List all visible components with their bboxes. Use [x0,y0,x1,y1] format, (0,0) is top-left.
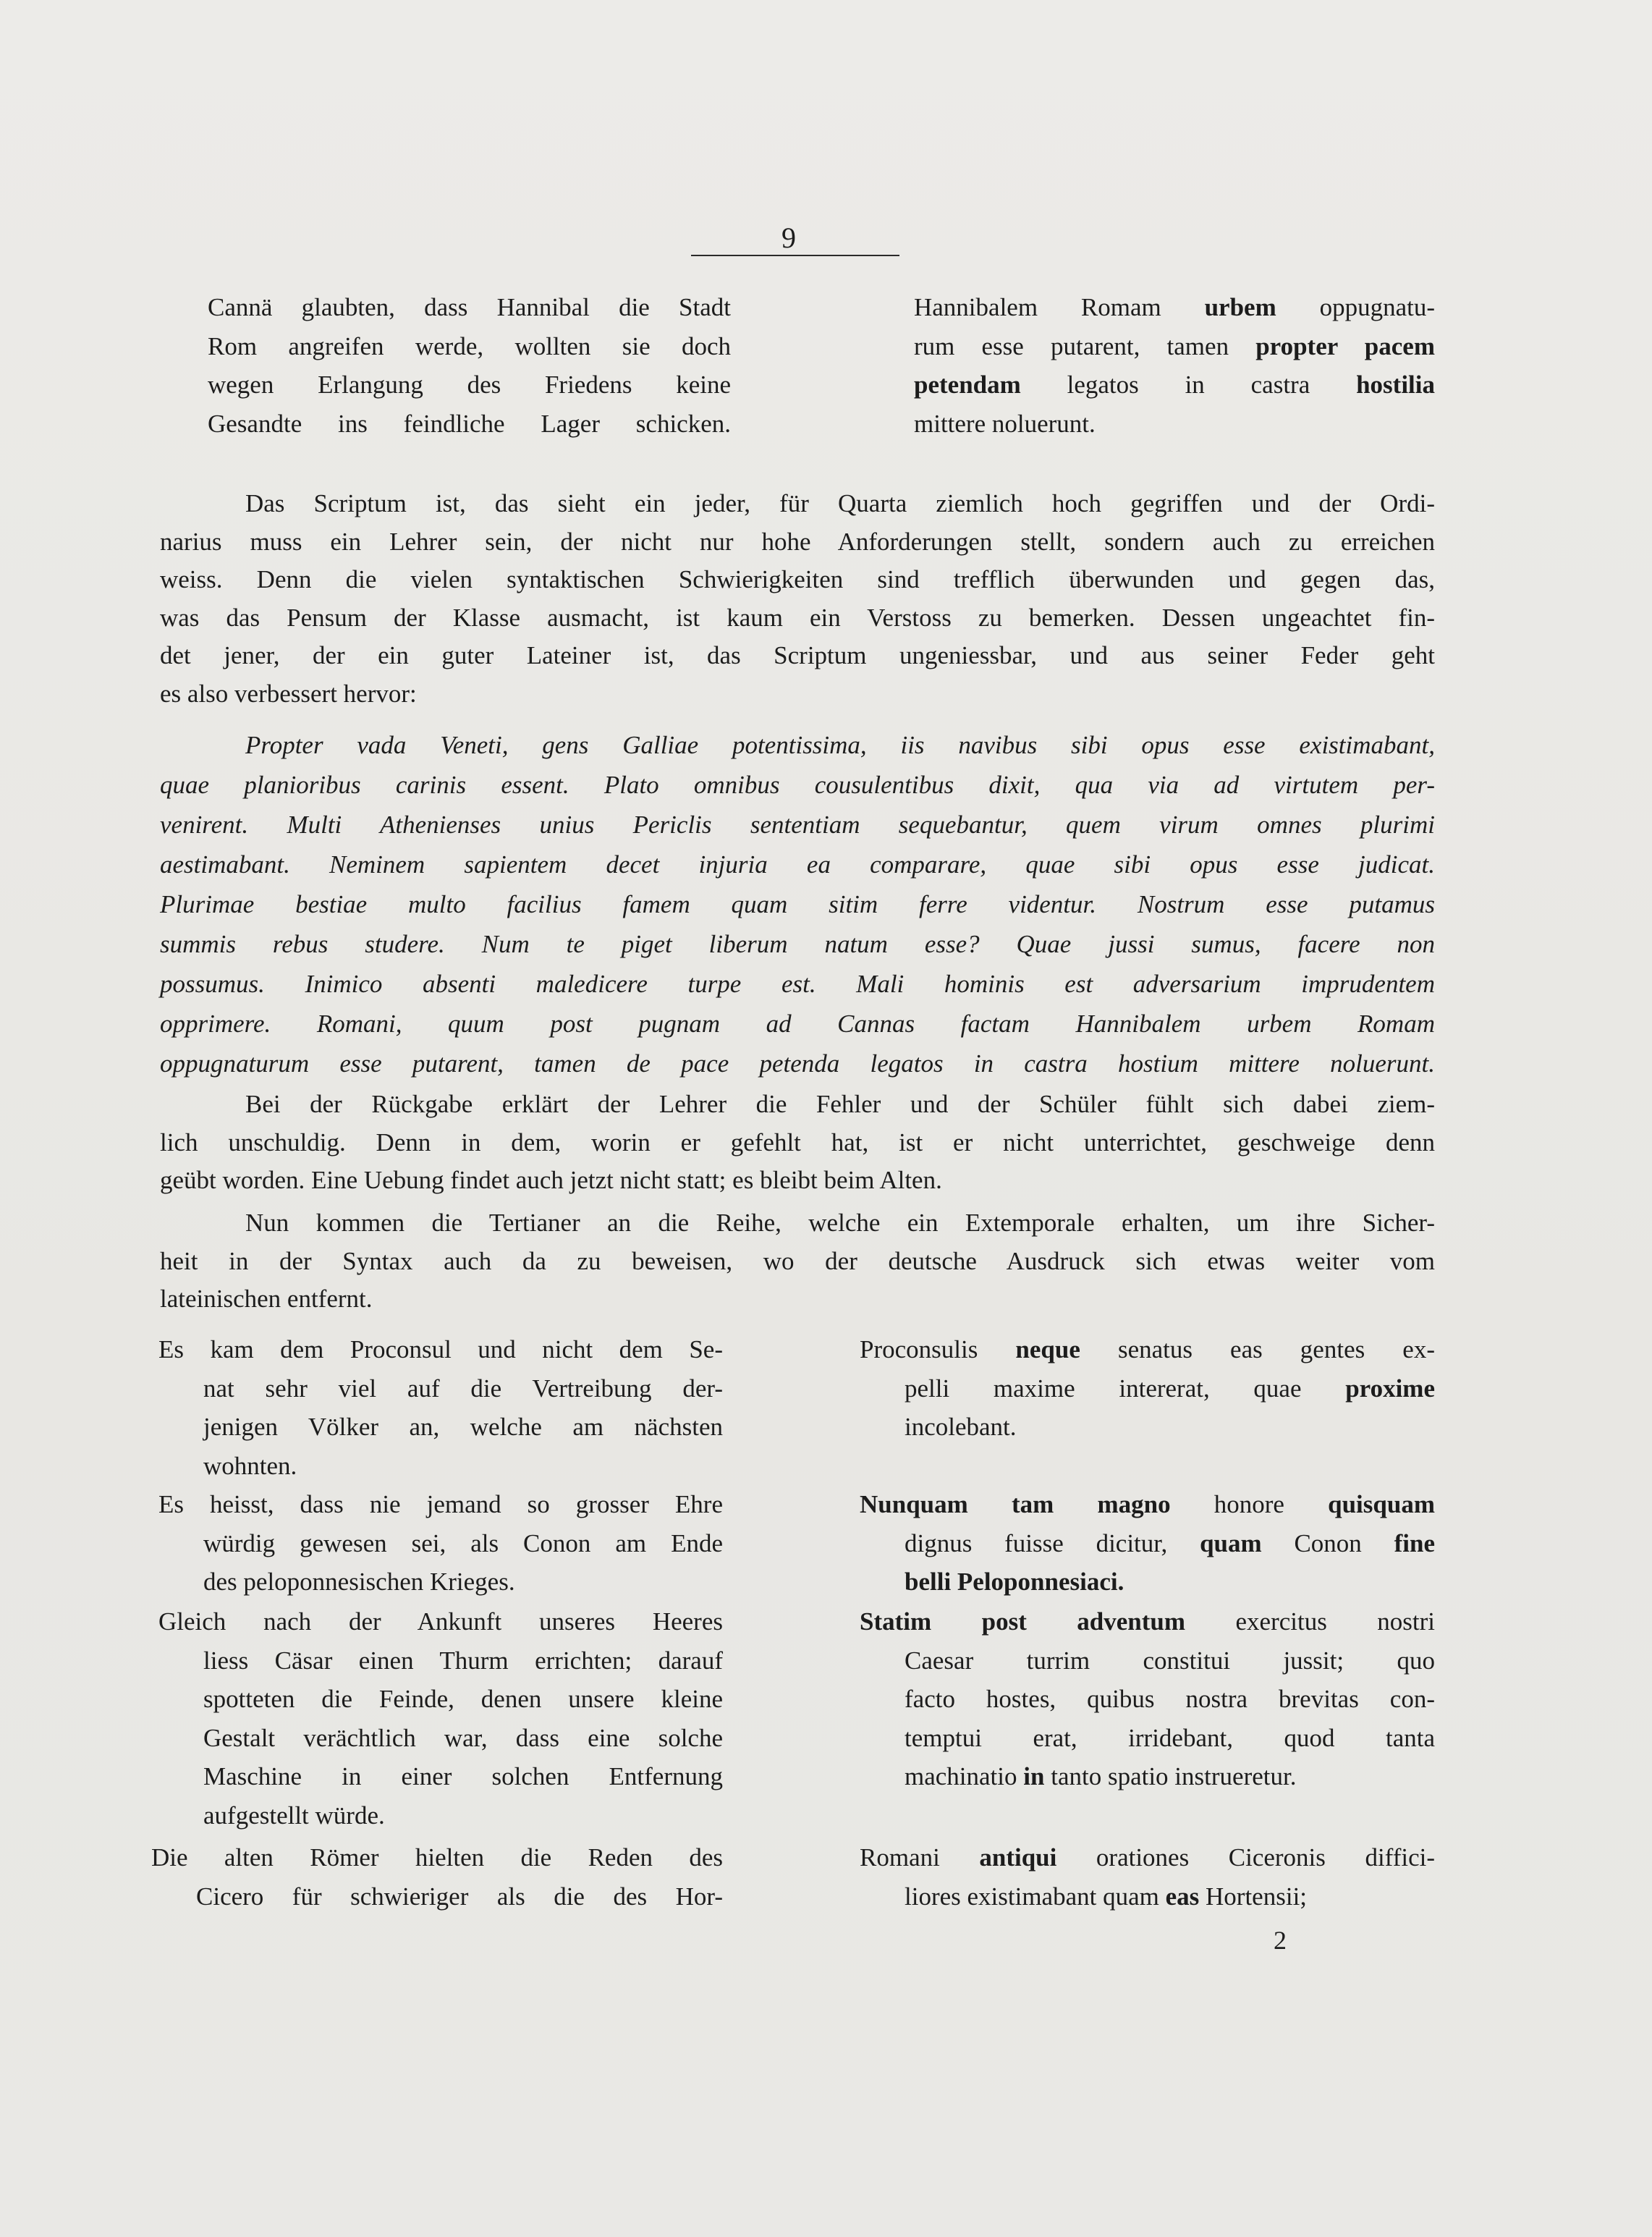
bold-word: Statim post adventum [860,1607,1186,1636]
bold-word: petendam [914,371,1021,399]
text-run: Proconsulis [860,1335,1016,1363]
example-2-latin [860,1485,1435,1602]
text-run: mittere noluerunt. [914,409,1096,438]
example-4-latin [860,1838,1435,1916]
text-run: orationes Ciceronis diffici- [1056,1843,1435,1872]
text-run: oppugnatu- [1276,293,1435,321]
paragraph-intro [160,485,1435,713]
text-run: tanto spatio instrueretur. [1044,1762,1297,1790]
text-line [860,1877,1435,1916]
text-run: honore [1170,1490,1329,1518]
page-number: 9 [781,221,796,254]
latin-paragraph [160,725,1435,1083]
text-line: Nun kommen die Tertianer an die Reihe, welche ein Extemporale erhalten, um ihre Sicher- [245,1209,1435,1237]
text-line [860,1719,1435,1758]
text-run: pelli maxime intererat, quae [905,1374,1346,1403]
text-line: oppugnaturum esse putarent, tamen de pace petenda legatos in castra hostium mittere noluerunt. [160,1049,1435,1078]
text-line: Plurimae bestiae multo facilius famem quam sitim ferre videntur. Nostrum esse putamus [160,890,1435,918]
text-line: narius muss ein Lehrer sein, der nicht nur hohe Anforderungen stellt, sondern auch zu erreichen [160,527,1435,556]
bold-word: hostilia [1356,371,1435,399]
text-line [860,1485,1435,1524]
text-line: es also verbessert hervor: [160,679,417,708]
text-line: lateinischen entfernt. [160,1285,373,1313]
text-line [860,1602,1435,1641]
text-run: dignus fuisse dicitur, [905,1528,1200,1557]
text-line: wegen Erlangung des Friedens keine [208,371,731,399]
example-2-german [158,1485,723,1602]
text-line [860,1369,1435,1408]
top-example-german [208,288,731,443]
header-rule [691,255,899,256]
text-line: det jener, der ein guter Lateiner ist, das Scriptum ungeniessbar, und aus seiner Feder geht [160,641,1435,669]
text-line: possumus. Inimico absenti maledicere turpe est. Mali hominis est adversarium imprudentem [160,970,1435,998]
text-line: Propter vada Veneti, gens Galliae potentissima, iis navibus sibi opus esse existimabant, [245,731,1435,759]
text-line: Maschine in einer solchen Entfernung [203,1762,723,1790]
text-run: incolebant. [905,1413,1017,1441]
bold-word: fine [1394,1528,1435,1557]
text-line [860,1757,1435,1796]
text-line: lich unschuldig. Denn in dem, worin er gefehlt hat, ist er nicht unterrichtet, geschweige denn [160,1128,1435,1156]
text-run: Romani [860,1843,980,1872]
text-line [860,1562,1435,1602]
text-run: rum esse putarent, tamen [914,331,1256,360]
text-line [914,405,1435,444]
text-line: Bei der Rückgabe erklärt der Lehrer die Fehler und der Schüler fühlt sich dabei ziem- [245,1090,1435,1118]
text-line: weiss. Denn die vielen syntaktischen Schwierigkeiten sind trefflich überwunden und gegen das, [160,565,1435,593]
text-line: Rom angreifen werde, wollten sie doch [208,331,731,360]
example-1-german [158,1330,723,1485]
text-line: Gestalt verächtlich war, dass eine solche [203,1723,723,1752]
text-line [860,1641,1435,1680]
text-run: liores existimabant quam [905,1882,1166,1911]
bold-word: proxime [1345,1374,1435,1403]
bold-word: antiqui [979,1843,1057,1872]
bold-word: neque [1015,1335,1080,1363]
text-run: Hannibalem Romam [914,293,1205,321]
text-line [860,1524,1435,1563]
text-run: legatos in castra [1020,371,1357,399]
top-example-latin [914,288,1435,443]
text-line: Gleich nach der Ankunft unseres Heeres [158,1607,723,1636]
text-line: nat sehr viel auf die Vertreibung der- [203,1374,723,1403]
text-run: Hortensii; [1199,1882,1308,1911]
text-line: Cannä glaubten, dass Hannibal die Stadt [208,293,731,321]
bold-word: in [1023,1762,1045,1790]
text-line: summis rebus studere. Num te piget liberum natum esse? Quae jussi sumus, facere non [160,930,1435,958]
text-line: Das Scriptum ist, das sieht ein jeder, für Quarta ziemlich hoch gegriffen und der Ordi- [245,489,1435,517]
text-run: Caesar turrim constitui jussit; quo [905,1646,1435,1675]
text-run: temptui erat, irridebant, quod tanta [905,1723,1435,1752]
text-line: Cicero für schwieriger als die des Hor- [196,1882,723,1911]
text-line [914,365,1435,405]
text-run: Conon [1261,1528,1394,1557]
text-line [860,1330,1435,1369]
paragraph-tertianer [160,1204,1435,1319]
bold-word: quam [1200,1528,1262,1557]
signature-mark: 2 [1274,1926,1287,1955]
text-line: des peloponnesischen Krieges. [203,1568,515,1596]
text-line: venirent. Multi Athenienses unius Periclis sententiam sequebantur, quem virum omnes plurimi [160,811,1435,839]
text-line: geübt worden. Eine Uebung findet auch jetzt nicht statt; es bleibt beim Alten. [160,1166,942,1194]
text-line: jenigen Völker an, welche am nächsten [203,1413,723,1441]
text-line: wohnten. [203,1451,297,1480]
text-line: spotteten die Feinde, denen unsere kleine [203,1685,723,1713]
text-line [860,1838,1435,1877]
text-line: was das Pensum der Klasse ausmacht, ist kaum ein Verstoss zu bemerken. Dessen ungeachtet fin- [160,603,1435,632]
text-line [860,1680,1435,1719]
text-line: liess Cäsar einen Thurm errichten; darauf [203,1646,723,1675]
bold-word: belli Peloponnesiaci. [905,1568,1124,1596]
text-line: aestimabant. Neminem sapientem decet injuria ea comparare, quae sibi opus esse judicat. [160,850,1435,879]
text-line: aufgestellt würde. [203,1801,385,1830]
text-line: Es heisst, dass nie jemand so grosser Ehre [158,1490,723,1518]
text-line: quae planioribus carinis essent. Plato omnibus cousulentibus dixit, qua via ad virtutem per- [160,771,1435,799]
text-line [914,288,1435,327]
text-line [860,1408,1435,1447]
text-run: machinatio [905,1762,1024,1790]
example-3-german [158,1602,723,1835]
bold-word: quisquam [1328,1490,1435,1518]
text-run: senatus eas gentes ex- [1080,1335,1435,1363]
example-1-latin [860,1330,1435,1447]
bold-word: eas [1165,1882,1200,1911]
example-4-german [151,1838,723,1916]
text-line: Gesandte ins feindliche Lager schicken. [208,409,731,438]
bold-word: propter pacem [1255,331,1435,360]
text-run: facto hostes, quibus nostra brevitas con- [905,1685,1435,1713]
bold-word: urbem [1204,293,1276,321]
text-line: Die alten Römer hielten die Reden des [151,1843,723,1872]
text-run: exercitus nostri [1185,1607,1435,1636]
paragraph-return [160,1086,1435,1200]
text-line: würdig gewesen sei, als Conon am Ende [203,1528,723,1557]
text-line: heit in der Syntax auch da zu beweisen, wo der deutsche Ausdruck sich etwas weiter vom [160,1246,1435,1275]
text-line: opprimere. Romani, quum post pugnam ad Cannas factam Hannibalem urbem Romam [160,1010,1435,1038]
text-line: Es kam dem Proconsul und nicht dem Se- [158,1335,723,1363]
bold-word: Nunquam tam magno [860,1490,1171,1518]
text-line [914,327,1435,366]
example-3-latin [860,1602,1435,1796]
